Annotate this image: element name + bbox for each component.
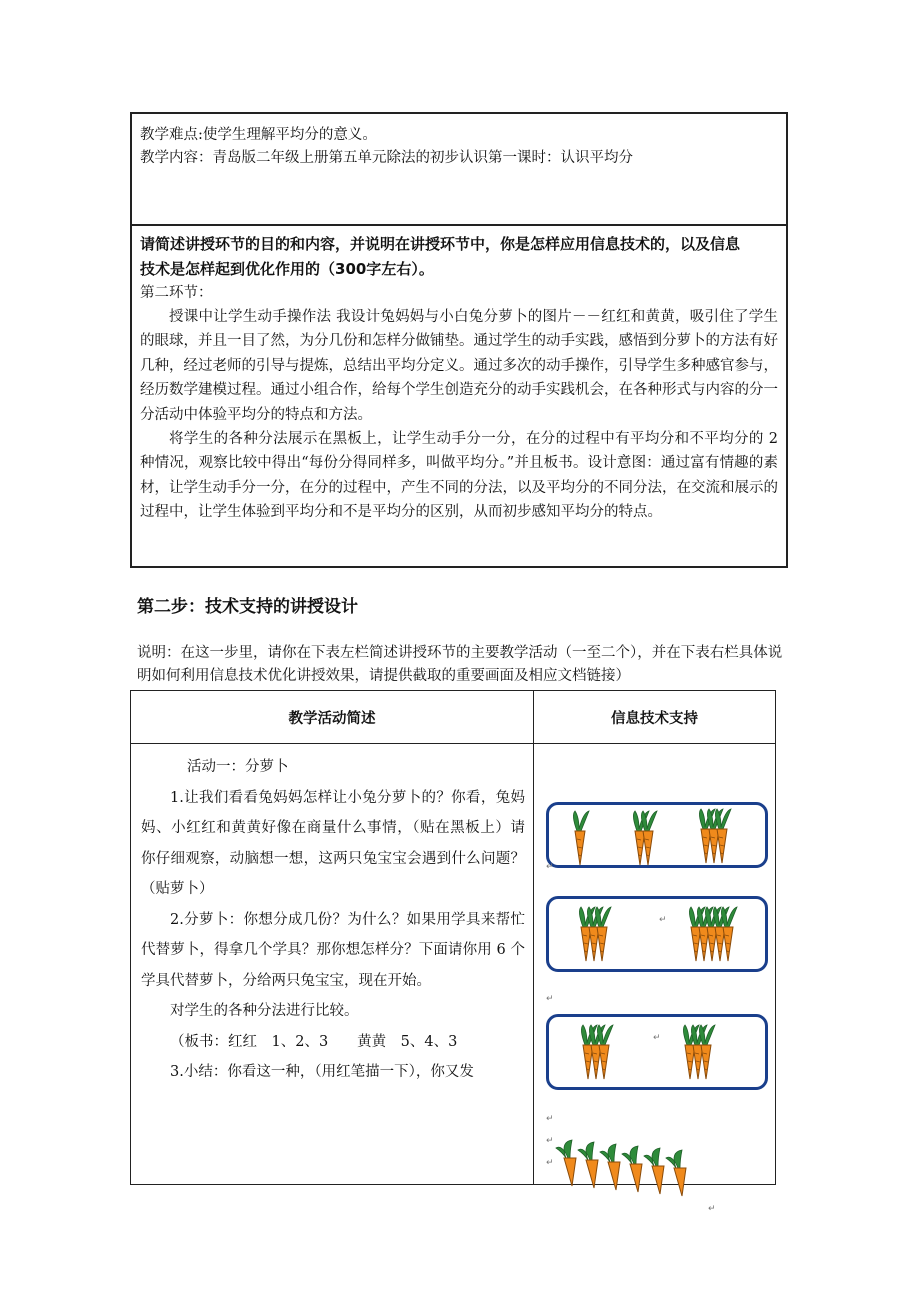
info-box — [130, 112, 788, 226]
paragraph-mark-icon: ↵ — [546, 862, 554, 872]
carrot-picture-2 — [549, 899, 765, 969]
activity-cell — [131, 744, 534, 1185]
paragraph-mark-icon: ↵ — [653, 1033, 661, 1043]
paragraph-mark-icon: ↵ — [546, 1158, 554, 1168]
carrot-icon — [683, 1025, 715, 1079]
col-header-activities: 教学活动简述 — [131, 691, 534, 744]
paragraph-2: 将学生的各种分法展示在黑板上，让学生动手分一分，在分的过程中有平均分和不平均分的 2 种情况，观察比较中得出“每份分得同样多，叫做平均分。”并且板书。设计意图：通过富有情趣的素材，让学生动手分一分，在分的过程中，产生不同的分法，以及平均分的不同分法，在交流和展示的过程中，让学生体验到平均分和不是平均分的区别，从而初步感知平均分的特点。 — [140, 431, 778, 521]
paragraph-1: 授课中让学生动手操作法 我设计兔妈妈与小白兔分萝卜的图片－－红红和黄黄，吸引住了学生的眼球，并且一目了然，为分几份和怎样分做铺垫。通过学生的动手实践，感悟到分萝卜的方法有好几种，经过老师的引导与提炼，总结出平均分定义。通过多次的动手操作，引导学生多种感官参与，经历数学建模过程。通过小组合作，给每个学生创造充分的动手实践机会，在各种形式与内容的分一分活动中体验平均分的特点和方法。 — [140, 309, 778, 423]
col-header-tech: 信息技术支持 — [534, 691, 776, 744]
paragraph-mark-icon: ↵ — [708, 1204, 716, 1214]
carrot-picture-3 — [549, 1017, 765, 1087]
carrot-icon — [579, 907, 611, 961]
paragraph-mark-icon: ↵ — [659, 915, 667, 925]
carrot-row-picture — [554, 1152, 724, 1202]
carrot-icon — [573, 811, 589, 865]
activity-item-3: 对学生的各种分法进行比较。 — [170, 1003, 359, 1019]
carrot-icon — [556, 1140, 686, 1196]
difficulty-text: 教学难点:使学生理解平均分的意义。 — [140, 127, 377, 143]
carrot-icon — [581, 1025, 613, 1079]
content-text: 教学内容：青岛版二年级上册第五单元除法的初步认识第一课时：认识平均分 — [140, 150, 633, 166]
table-row — [131, 744, 776, 1185]
prompt-line-1: 请简述讲授环节的目的和内容，并说明在讲授环节中，你是怎样应用信息技术的，以及信息 — [140, 235, 741, 253]
tech-support-cell — [534, 744, 776, 1214]
table-header-row — [131, 691, 776, 744]
carrot-icon — [699, 809, 731, 863]
activity-item-4: （板书：红红 1、2、3 黄黄 5、4、3 — [170, 1033, 458, 1050]
carrot-picture-frame-1 — [546, 802, 768, 868]
activity-item-5: 3.小结：你看这一种，（用红笔描一下），你又发 — [170, 1064, 474, 1080]
step2-note: 说明：在这一步里，请你在下表左栏简述讲授环节的主要教学活动（一至二个），并在下表右栏具体说明如何利用信息技术优化讲授效果，请提供截取的重要画面及相应文档链接） — [137, 645, 783, 684]
carrot-picture-frame-2 — [546, 896, 768, 972]
paragraph-mark-icon: ↵ — [546, 994, 554, 1004]
activity-item-2: 2.分萝卜：你想分成几份？为什么？如果用学具来帮忙代替萝卜，得拿几个学具？那你想怎样分？下面请你用 6 个学具代替萝卜，分给两只兔宝宝，现在开始。 — [141, 911, 525, 989]
activity-title: 活动一：分萝卜 — [187, 759, 289, 775]
carrot-icon — [633, 811, 657, 865]
carrot-picture-frame-3 — [546, 1014, 768, 1090]
section-label: 第二环节： — [140, 285, 213, 301]
carrot-picture-1 — [549, 805, 765, 865]
step2-heading: 第二步：技术支持的讲授设计 — [137, 597, 358, 617]
design-table — [130, 690, 776, 1214]
paragraph-mark-icon: ↵ — [546, 1114, 554, 1124]
prompt-box — [130, 226, 788, 568]
prompt-line-2: 技术是怎样起到优化作用的（300字左右）。 — [140, 260, 434, 278]
carrot-icon — [689, 907, 737, 961]
activity-item-1: 1.让我们看看兔妈妈怎样让小兔分萝卜的？你看，兔妈妈、小红红和黄黄好像在商量什么事情，（贴在黑板上）请你仔细观察，动脑想一想，这两只兔宝宝会遇到什么问题？（贴萝卜） — [141, 789, 525, 897]
paragraph-mark-icon: ↵ — [546, 1136, 554, 1146]
